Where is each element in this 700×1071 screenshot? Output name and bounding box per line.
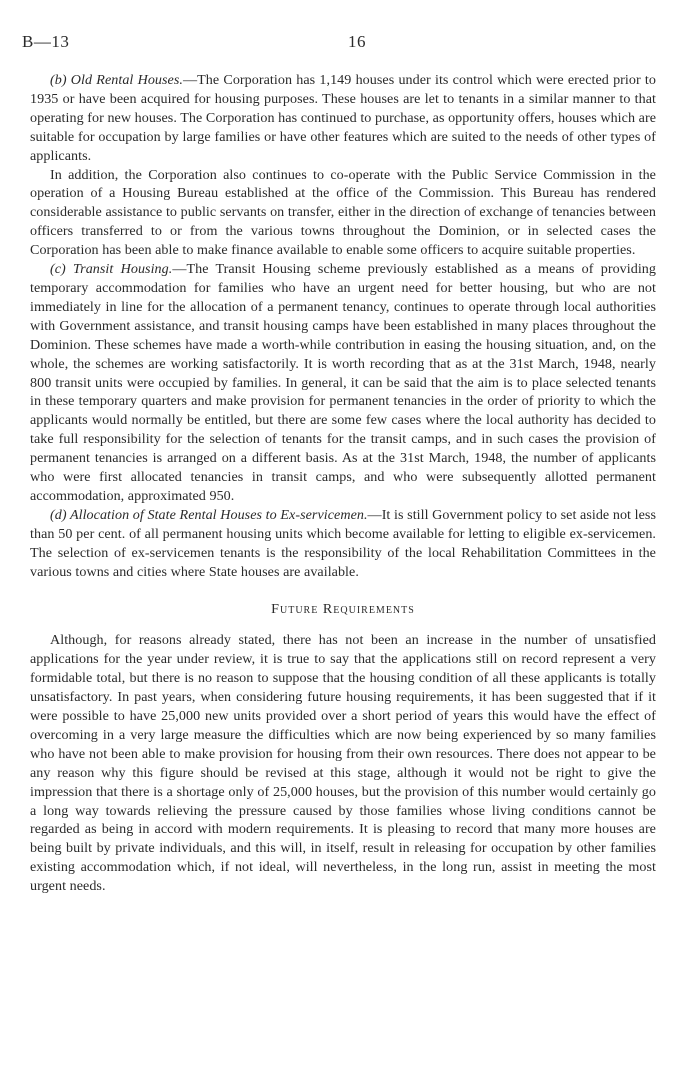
paragraph-lead-old-rental: (b) Old Rental Houses. xyxy=(50,72,183,88)
paragraph-text-transit: —The Transit Housing scheme previously established as a means of providing temporary accommodation for families who have an urgent need for better housing, but who are not immediately in line for the allocation of a permanent tenancy, continues to operate through local authorities with Government assistance, and transit housing camps have been established in many places throughout the Dominion. These schemes have made a worth-while contribution in easing the housing situation, and, on the whole, the schemes are working satisfactorily. It is worth recording that as at the 31st March, 1948, nearly 800 transit units were occupied by families. In general, it can be said that the aim is to place selected tenants in these temporary quarters and make provision for permanent tenancies in the order of priority to which the applicants would normally be entitled, but there are some few cases where the local authority has decided to take full responsibility for the selection of tenants for the transit camps, and in such cases the provision of permanent tenancies is arranged on a different basis. As at the 31st March, 1948, the number of applicants who were first allocated tenancies in transit camps, and who were subsequently allotted permanent accommodation, approximated 950. xyxy=(30,261,656,504)
paragraph-lead-allocation: (d) Allocation of State Rental Houses to Ex-servicemen. xyxy=(50,506,368,523)
paragraph-allocation xyxy=(30,506,656,582)
paragraph-future-requirements: Although, for reasons already stated, there has not been an increase in the number of unsatisfied applications for the year under review, it is true to say that the applications still on record represent a very formidable total, but there is no reason to suppose that the housing condition of all these applicants is totally unsatisfactory. In past years, when considering future housing requirements, it has been suggested that if it were possible to have 25,000 new units provided over a short period of years this would have the effect of overcoming in a very large measure the difficulties which are now being experienced by so many families who have not been able to make provision for housing from their own resources. There does not appear to be any reason why this figure should be revised at this stage, although it would not be right to give the impression that there is a shortage only of 25,000 houses, but the provision of this number would certainly go a long way towards relieving the pressure caused by those families whose living conditions cannot be regarded as being in accord with modern requirements. It is pleasing to record that many more houses are being built by private individuals, and this will, in itself, result in releasing for occupation by other families existing accommodation which, if not ideal, will nevertheless, in the long run, assist in meeting the most urgent needs. xyxy=(30,632,656,895)
section-heading-future-requirements: Future Requirements xyxy=(271,601,415,618)
document-reference: B—13 xyxy=(22,32,70,51)
paragraph-text-old-rental: —The Corporation has 1,149 houses under its control which were erected prior to 1935 or have been acquired for housing purposes. These houses are let to tenants in a similar manner to that operating for new houses. The Corporation has continued to purchase, as opportunity offers, houses which are suitable for occupation by large families or have other features which are suited to the needs of other types of applicants. xyxy=(30,72,656,164)
paragraph-lead-transit: (c) Transit Housing. xyxy=(50,261,173,278)
paragraph-housing-bureau: In addition, the Corporation also continues to co-operate with the Public Service Commission in the operation of a Housing Bureau established at the office of the Commission. This Bureau has rendered considerable assistance to public servants on transfer, either in the direction of exchange of tenancies between officers transferred to or from the various towns throughout the Dominion, or in selected cases the Corporation has been able to make finance available to enable some officers to acquire suitable properties. xyxy=(30,166,656,259)
paragraph-text-allocation: —It is still Government policy to set aside not less than 50 per cent. of all permanent housing units which become available for letting to eligible ex-servicemen. The selection of ex-servicemen tenants is the responsibility of the local Rehabilitation Committees in the various towns and cities where State houses are available. xyxy=(30,506,656,580)
document-body xyxy=(30,71,656,896)
page-header xyxy=(22,32,678,56)
paragraph-transit-housing xyxy=(30,260,656,506)
paragraph-old-rental-houses xyxy=(30,71,656,166)
page-number: 16 xyxy=(348,32,366,51)
